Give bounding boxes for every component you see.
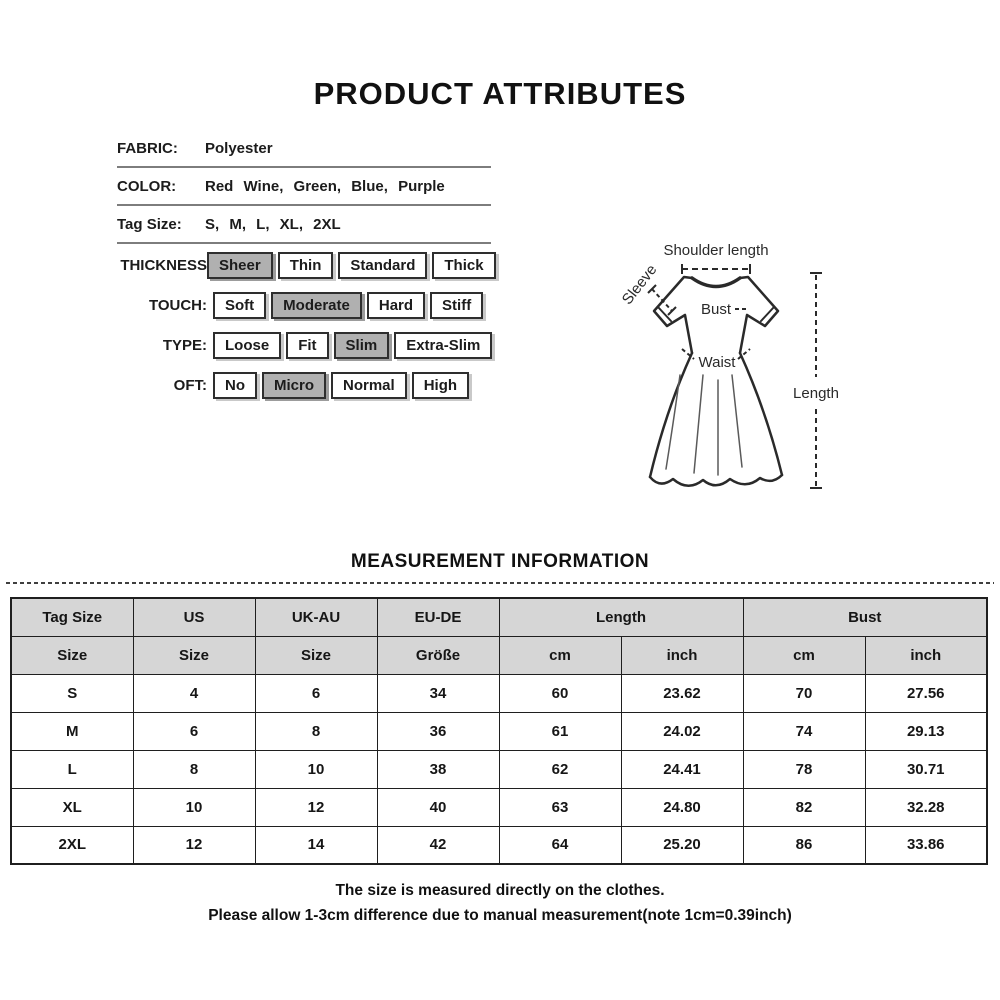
subheader-cell: Size: [133, 636, 255, 674]
attribute-row-fabric: [117, 130, 491, 168]
sleeve-label: Sleeve: [618, 261, 661, 309]
table-cell: 4: [133, 674, 255, 712]
table-cell: 38: [377, 750, 499, 788]
note-line-2: Please allow 1-3cm difference due to manual measurement(note 1cm=0.39inch): [208, 907, 792, 924]
table-cell: 12: [255, 788, 377, 826]
table-row-2xl: [11, 826, 987, 864]
header-bust: Bust: [743, 598, 987, 636]
table-cell: 63: [499, 788, 621, 826]
table-cell: 2XL: [11, 826, 133, 864]
length-label: Length: [793, 385, 839, 402]
option-row-type: [117, 325, 517, 365]
table-cell: 27.56: [865, 674, 987, 712]
subheader-cell: cm: [743, 636, 865, 674]
attribute-value: Red Wine, Green, Blue, Purple: [205, 177, 445, 195]
option-box-fit: Fit: [286, 332, 328, 359]
attribute-row-color: [117, 168, 491, 206]
table-cell: 40: [377, 788, 499, 826]
option-box-sheer: Sheer: [207, 252, 273, 279]
table-cell: 61: [499, 712, 621, 750]
table-cell: 29.13: [865, 712, 987, 750]
subheader-cell: inch: [865, 636, 987, 674]
table-cell: 10: [255, 750, 377, 788]
option-box-hard: Hard: [367, 292, 425, 319]
table-cell: L: [11, 750, 133, 788]
option-row-label: TOUCH:: [148, 296, 207, 314]
measurement-title: MEASUREMENT INFORMATION: [350, 551, 650, 572]
table-cell: 36: [377, 712, 499, 750]
option-box-normal: Normal: [331, 372, 407, 399]
option-box-standard: Standard: [338, 252, 427, 279]
attribute-label: FABRIC:: [117, 139, 178, 157]
subheader-cell: Size: [255, 636, 377, 674]
waist-label: Waist: [698, 354, 736, 371]
option-box-high: High: [412, 372, 469, 399]
option-box-moderate: Moderate: [271, 292, 362, 319]
table-cell: 24.41: [621, 750, 743, 788]
shoulder-length-label: Shoulder length: [663, 242, 769, 259]
option-box-stiff: Stiff: [430, 292, 483, 319]
option-box-thick: Thick: [432, 252, 495, 279]
option-box-extra-slim: Extra-Slim: [394, 332, 492, 359]
table-cell: 25.20: [621, 826, 743, 864]
table-cell: 86: [743, 826, 865, 864]
option-row-label: OFT:: [173, 376, 207, 394]
header-eu-de: EU-DE: [377, 598, 499, 636]
dress-diagram: [588, 225, 908, 515]
option-box-soft: Soft: [213, 292, 266, 319]
table-cell: 10: [133, 788, 255, 826]
option-row-label: THICKNESS: [120, 256, 207, 274]
subheader-cell: cm: [499, 636, 621, 674]
table-cell: 30.71: [865, 750, 987, 788]
page-title: PRODUCT ATTRIBUTES: [313, 76, 687, 111]
table-header-row-2: [11, 636, 987, 674]
option-box-micro: Micro: [262, 372, 326, 399]
header-us: US: [133, 598, 255, 636]
table-cell: 62: [499, 750, 621, 788]
table-cell: 14: [255, 826, 377, 864]
dotted-divider: [6, 582, 994, 584]
table-row-l: [11, 750, 987, 788]
option-row-thickness: [117, 245, 517, 285]
table-cell: 33.86: [865, 826, 987, 864]
table-cell: 8: [255, 712, 377, 750]
table-cell: 42: [377, 826, 499, 864]
subheader-cell: inch: [621, 636, 743, 674]
table-header-row-1: [11, 598, 987, 636]
option-box-thin: Thin: [278, 252, 334, 279]
option-box-slim: Slim: [334, 332, 390, 359]
table-cell: 60: [499, 674, 621, 712]
table-cell: 74: [743, 712, 865, 750]
table-cell: S: [11, 674, 133, 712]
table-cell: 78: [743, 750, 865, 788]
size-table: [10, 597, 988, 865]
attributes-section: [117, 130, 491, 244]
option-row-touch: [117, 285, 517, 325]
header-uk-au: UK-AU: [255, 598, 377, 636]
bust-label: Bust: [700, 301, 732, 318]
measurement-notes: [0, 878, 1000, 928]
table-row-xl: [11, 788, 987, 826]
attribute-value: Polyester: [205, 139, 273, 157]
option-row-label: TYPE:: [162, 336, 207, 354]
subheader-cell: Größe: [377, 636, 499, 674]
attribute-row-tag-size: [117, 206, 491, 244]
table-cell: 82: [743, 788, 865, 826]
table-cell: 24.02: [621, 712, 743, 750]
table-cell: 6: [133, 712, 255, 750]
table-row-s: [11, 674, 987, 712]
table-cell: 12: [133, 826, 255, 864]
option-box-loose: Loose: [213, 332, 281, 359]
table-cell: 6: [255, 674, 377, 712]
table-cell: XL: [11, 788, 133, 826]
attribute-label: Tag Size:: [117, 215, 182, 233]
attribute-label: COLOR:: [117, 177, 177, 195]
option-rows-section: [117, 245, 517, 405]
option-row-oft: [117, 365, 517, 405]
table-cell: 8: [133, 750, 255, 788]
table-cell: M: [11, 712, 133, 750]
attribute-value: S, M, L, XL, 2XL: [205, 215, 341, 233]
option-box-no: No: [213, 372, 257, 399]
table-cell: 34: [377, 674, 499, 712]
table-cell: 23.62: [621, 674, 743, 712]
table-row-m: [11, 712, 987, 750]
header-length: Length: [499, 598, 743, 636]
table-cell: 70: [743, 674, 865, 712]
header-tag-size: Tag Size: [11, 598, 133, 636]
table-cell: 32.28: [865, 788, 987, 826]
table-cell: 24.80: [621, 788, 743, 826]
table-cell: 64: [499, 826, 621, 864]
note-line-1: The size is measured directly on the clothes.: [335, 882, 665, 899]
subheader-cell: Size: [11, 636, 133, 674]
